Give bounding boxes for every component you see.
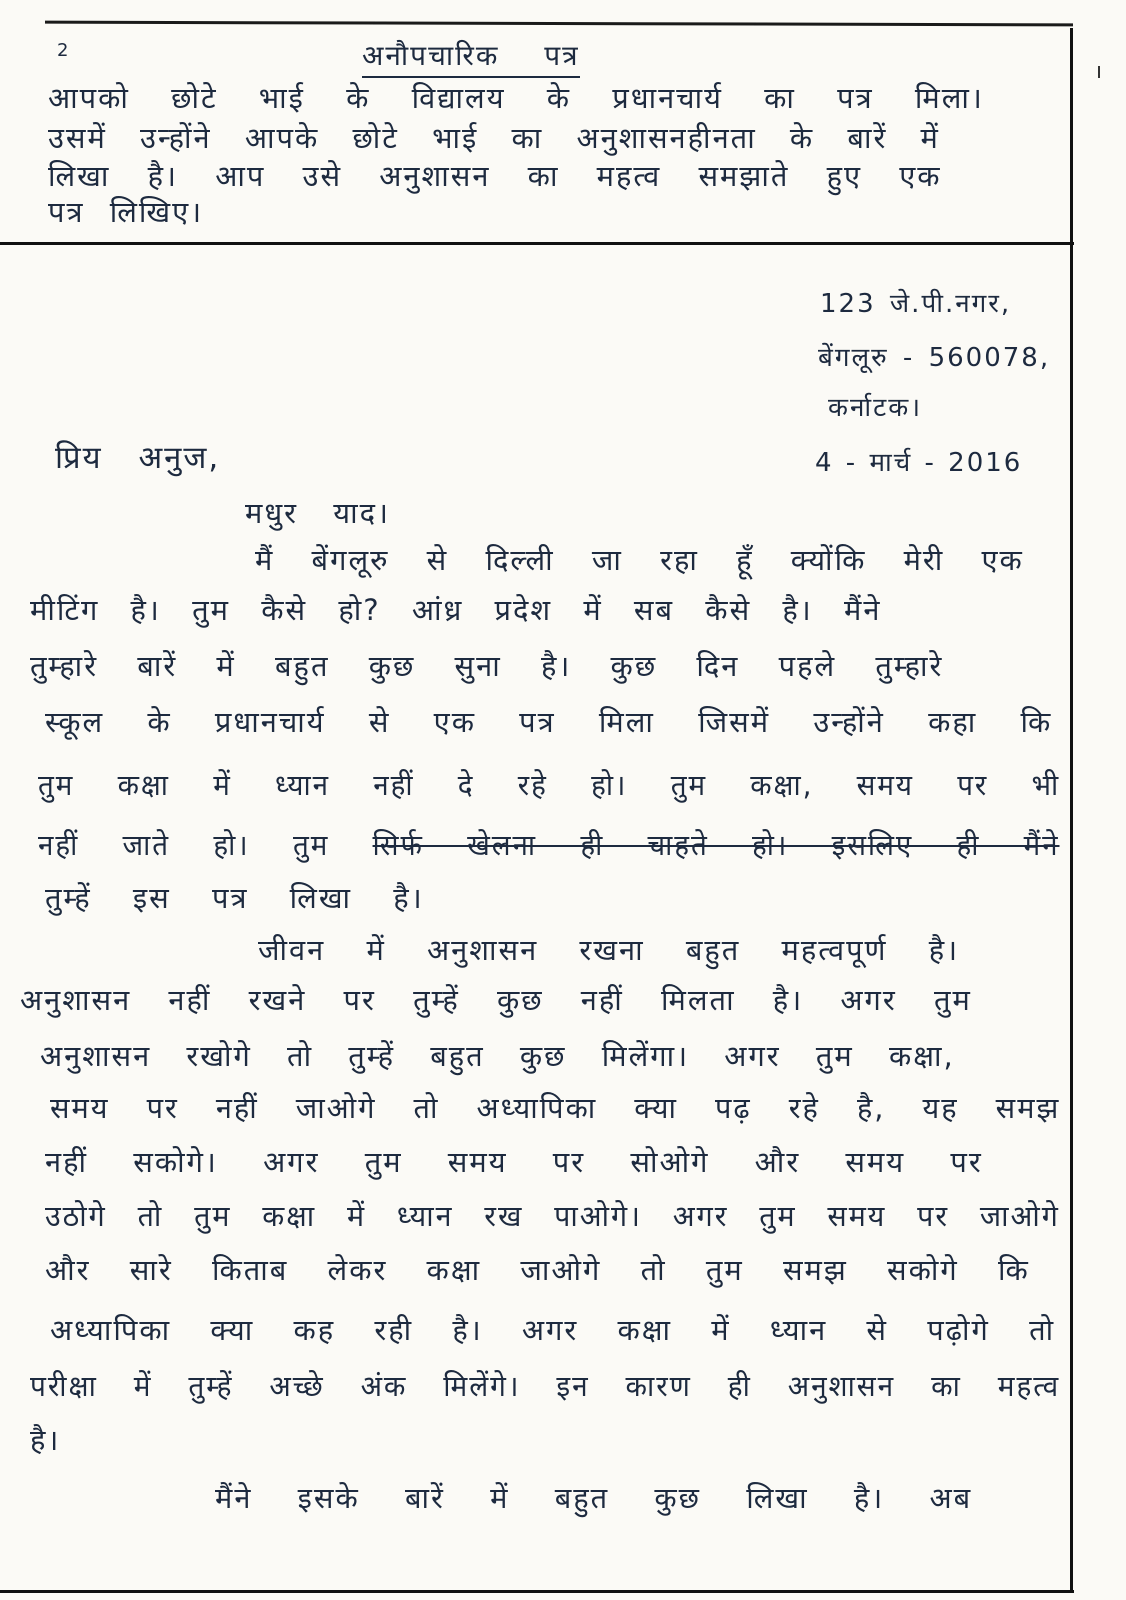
body-line: उठोगे तो तुम कक्षा में ध्यान रख पाओगे। अगर तुम समय पर जाओगे [45,1199,1060,1233]
margin-mark [1098,66,1100,78]
body-line: तुम्हें इस पत्र लिखा है। [45,881,424,915]
body-line: मैंने इसके बारें में बहुत कुछ लिखा है। अब [215,1481,973,1515]
body-line: अनुशासन नहीं रखने पर तुम्हें कुछ नहीं मिलता है। अगर तुम [20,983,972,1017]
address-line-2: बेंगलूरु - 560078, [818,343,1051,373]
body-line: मैं बेंगलूरु से दिल्ली जा रहा हूँ क्योंकि मेरी एक [255,543,1024,577]
body-line: तुम्हारे बारें में बहुत कुछ सुना है। कुछ दिन पहले तुम्हारे [30,649,944,683]
body-line: स्कूल के प्रधानचार्य से एक पत्र मिला जिसमें उन्होंने कहा कि [45,705,1053,739]
question-line-3: लिखा है। आप उसे अनुशासन का महत्व समझाते हुए एक [48,159,942,193]
body-line: है। [30,1423,61,1457]
address-line-1: 123 जे.पी.नगर, [820,289,1012,319]
body-line: जीवन में अनुशासन रखना बहुत महत्वपूर्ण है। [258,933,960,967]
question-title: अनौपचारिक पत्र [362,36,580,78]
page-bottom-border [0,1590,1074,1593]
box-top-border [45,21,1073,27]
salutation: प्रिय अनुज, [55,440,221,476]
body-text: नहीं जाते हो। तुम [38,828,373,862]
question-line-1: आपको छोटे भाई के विद्यालय के प्रधानचार्य का पत्र मिला। [48,81,984,115]
question-line-2: उसमें उन्होंने आपके छोटे भाई का अनुशासनहीनता के बारें में [48,121,940,155]
body-line: तुम कक्षा में ध्यान नहीं दे रहे हो। तुम कक्षा, समय पर भी [38,768,1061,802]
body-line: नहीं सकोगे। अगर तुम समय पर सोओगे और समय पर [45,1145,983,1179]
body-line: अनुशासन रखोगे तो तुम्हें बहुत कुछ मिलेंगा। अगर तुम कक्षा, [40,1039,955,1073]
greeting: मधुर याद। [245,496,390,530]
address-line-3: कर्नाटक। [828,393,923,423]
struck-text: सिर्फ खेलना ही चाहते हो। इसलिए ही मैंने [372,828,1060,862]
body-line: मीटिंग है। तुम कैसे हो? आंध्र प्रदेश में सब कैसे है। मैंने [30,593,882,627]
question-divider [0,242,1074,245]
letter-date: 4 - मार्च - 2016 [815,448,1023,478]
body-line [38,825,1059,864]
body-line: परीक्षा में तुम्हें अच्छे अंक मिलेंगे। इन कारण ही अनुशासन का महत्व [30,1369,1061,1403]
question-line-4: पत्र लिखिए। [48,195,204,229]
question-number: 2 [57,40,69,61]
body-line: अध्यापिका क्या कह रही है। अगर कक्षा में ध्यान से पढ़ोगे तो [50,1313,1056,1347]
body-line: समय पर नहीं जाओगे तो अध्यापिका क्या पढ़ रहे है, यह समझ [50,1091,1061,1125]
body-line: और सारे किताब लेकर कक्षा जाओगे तो तुम समझ सकोगे कि [45,1253,1030,1287]
box-right-border [1070,28,1073,1593]
